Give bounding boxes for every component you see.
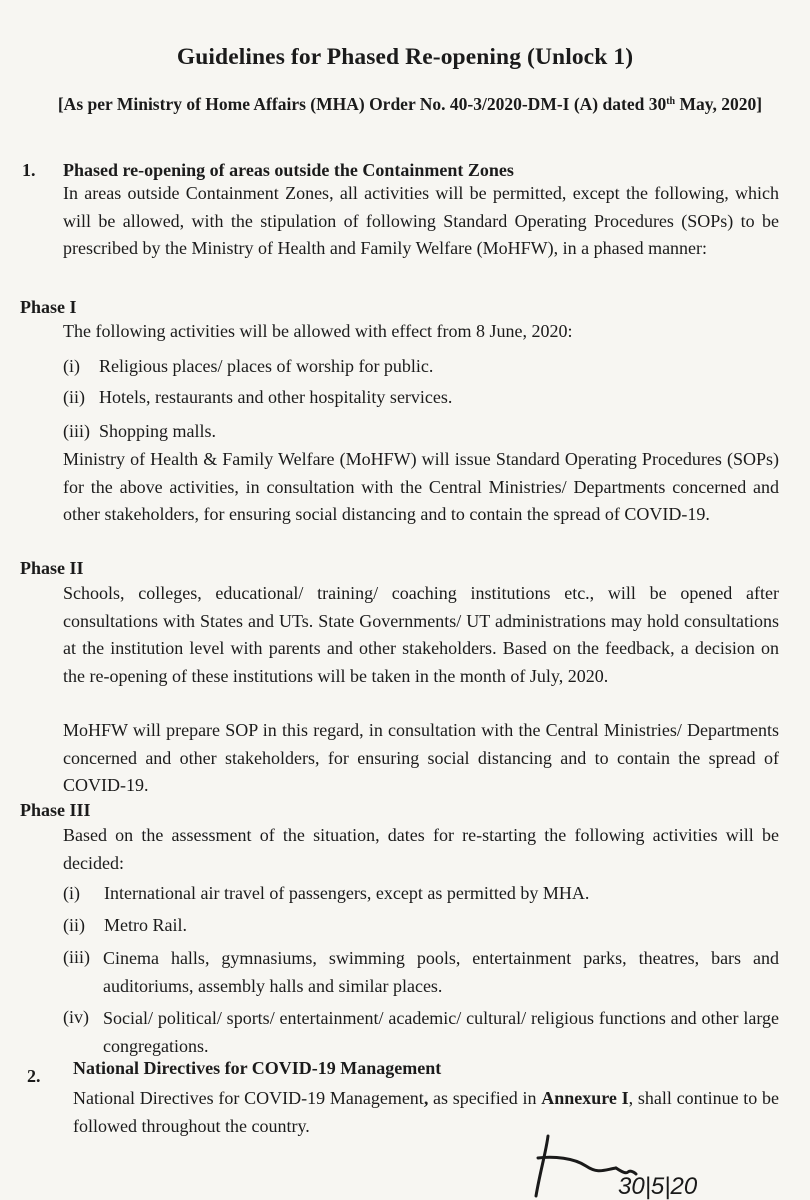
item-number: (ii) <box>63 915 85 935</box>
section-1-intro: In areas outside Containment Zones, all activities will be permitted, except the following, which will be allowed, with the stipulation of following Standard Operating Procedures (SOPs) to be prescribed by the Ministry of Health and Family Welfare (MoHFW), in a phased manner: <box>63 183 779 258</box>
section-2-text-start: National Directives for COVID-19 Management <box>73 1088 424 1108</box>
signature-stroke <box>536 1136 548 1196</box>
item-number: (i) <box>63 356 80 376</box>
section-2-text-mid: as specified in <box>428 1088 542 1108</box>
phase-1-item-1 <box>63 353 433 380</box>
handwritten-signature <box>530 1128 770 1200</box>
phase-3-item-2 <box>63 912 187 939</box>
phase-3-item-3-text: Cinema halls, gymnasiums, swimming pools, entertainment parks, theatres, bars and auditoriums, assembly halls and similar places. <box>103 948 779 996</box>
item-text: Religious places/ places of worship for public. <box>99 356 434 376</box>
phase-3-intro: Based on the assessment of the situation, dates for re-starting the following activities will be decided: <box>63 825 779 873</box>
item-text: International air travel of passengers, except as permitted by MHA. <box>104 883 590 903</box>
page-title: Guidelines for Phased Re-opening (Unlock 1) <box>176 44 634 70</box>
phase-3-item-4-number: (iv) <box>63 1007 89 1027</box>
section-2-heading: National Directives for COVID-19 Management <box>73 1058 442 1078</box>
phase-1-label: Phase I <box>20 297 77 317</box>
phase-3-item-3-number: (iii) <box>63 947 90 967</box>
order-reference-superscript: th <box>666 96 676 107</box>
item-number: (ii) <box>63 387 85 407</box>
phase-2-paragraph-2: MoHFW will prepare SOP in this regard, in consultation with the Central Ministries/ Departments concerned and other stakeholders, for ensuring social distancing and to contain the spread of COVID-19. <box>63 720 779 795</box>
section-2-text-end: , shall continue to be followed throughout the country. <box>73 1088 780 1136</box>
phase-3-item-1 <box>63 880 589 907</box>
phase-2-label: Phase II <box>20 558 84 578</box>
order-reference-text: [As per Ministry of Home Affairs (MHA) Order No. 40-3/2020-DM-I (A) dated 30 <box>57 94 667 114</box>
item-text: Shopping malls. <box>99 421 217 441</box>
item-number: (i) <box>63 883 80 903</box>
section-2-number: 2. <box>27 1066 41 1086</box>
section-1-heading: Phased re-opening of areas outside the Containment Zones <box>63 160 514 180</box>
signature-date: 30|5|20 <box>618 1173 698 1200</box>
phase-1-item-3 <box>63 418 216 445</box>
item-text: Metro Rail. <box>104 915 187 935</box>
phase-1-note: Ministry of Health & Family Welfare (MoHFW) will issue Standard Operating Procedures (SOPs) for the above activities, in consultation with the Central Ministries/ Departments concerned and other stakeholders, for ensuring social distancing and to contain the spread of COVID-19. <box>63 449 779 524</box>
item-text: Hotels, restaurants and other hospitality services. <box>99 387 453 407</box>
phase-1-item-2 <box>63 384 452 411</box>
order-reference-tail: May, 2020] <box>675 94 763 114</box>
order-reference <box>0 94 810 115</box>
phase-1-intro: The following activities will be allowed with effect from 8 June, 2020: <box>63 321 573 341</box>
signature-stroke <box>538 1157 616 1171</box>
section-2-comma: , <box>423 1088 429 1108</box>
section-1-number: 1. <box>22 160 36 180</box>
item-number: (iii) <box>63 421 90 441</box>
phase-3-label: Phase III <box>20 800 91 820</box>
phase-2-paragraph-1: Schools, colleges, educational/ training/ coaching institutions etc., will be opened after consultations with States and UTs. State Governments/ UT administrations may hold consultations at the institution level with parents and other stakeholders. Based on the feedback, a decision on the re-opening of these institutions will be taken in the month of July, 2020. <box>63 583 779 686</box>
annexure-reference: Annexure I <box>541 1088 629 1108</box>
phase-3-item-4-text: Social/ political/ sports/ entertainment/ academic/ cultural/ religious functions and other large congregations. <box>103 1008 779 1056</box>
